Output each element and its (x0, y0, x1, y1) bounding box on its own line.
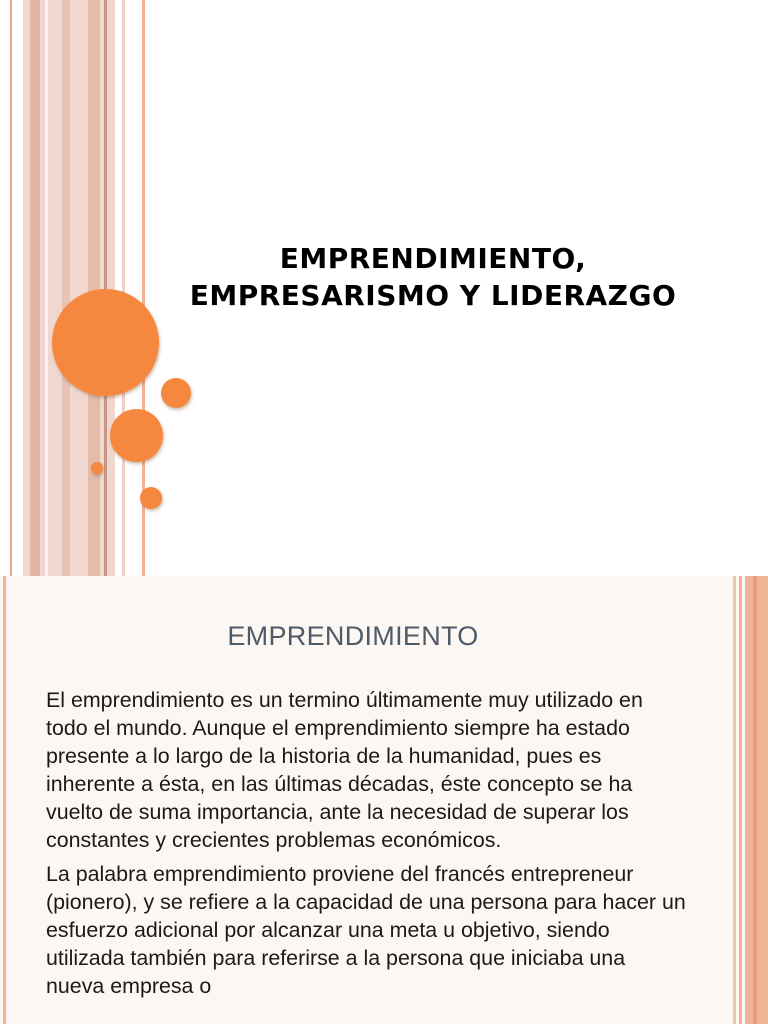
decorative-circle-tiny (91, 462, 103, 474)
decorative-stripe (733, 576, 736, 1024)
decorative-stripe (3, 576, 6, 1024)
decorative-circle-medium (110, 409, 163, 462)
slide-title (150, 240, 716, 314)
decorative-stripe (88, 0, 100, 576)
decorative-circle-small (161, 378, 191, 408)
content-slide (0, 576, 768, 1024)
decorative-stripe (45, 0, 48, 576)
decorative-circle-large (52, 289, 159, 396)
slide-title-line-1: EMPRENDIMIENTO, (279, 242, 587, 275)
slide-title-line-2: EMPRESARISMO Y LIDERAZGO (189, 279, 677, 312)
body-paragraph-2: La palabra emprendimiento proviene del francés entrepreneur (pionero), y se refiere a la capacidad de una persona para hacer un esfuerzo adicional por alcanzar una meta u objetivo, siendo utilizada también para referirse a la persona que iniciaba una nueva empresa o (46, 862, 686, 998)
body-paragraph-1: El emprendimiento es un termino últimamente muy utilizado en todo el mundo. Aunque el emprendimiento siempre ha estado presente a lo largo de la historia de la humanidad, pues es inherente a ésta, en las últimas décadas, éste concepto se ha vuelto de suma importancia, ante la necesidad de superar los constantes y crecientes problemas económicos. (46, 688, 643, 852)
slide-body (46, 686, 686, 1006)
decorative-stripe (10, 0, 12, 576)
decorative-stripe (62, 0, 70, 576)
decorative-stripe (753, 576, 757, 1024)
decorative-circle-small (140, 487, 162, 509)
decorative-stripe (122, 0, 125, 576)
decorative-stripe (30, 0, 40, 576)
decorative-stripe (104, 0, 107, 576)
slide-heading: EMPRENDIMIENTO (227, 621, 479, 651)
decorative-stripe (739, 576, 742, 1024)
